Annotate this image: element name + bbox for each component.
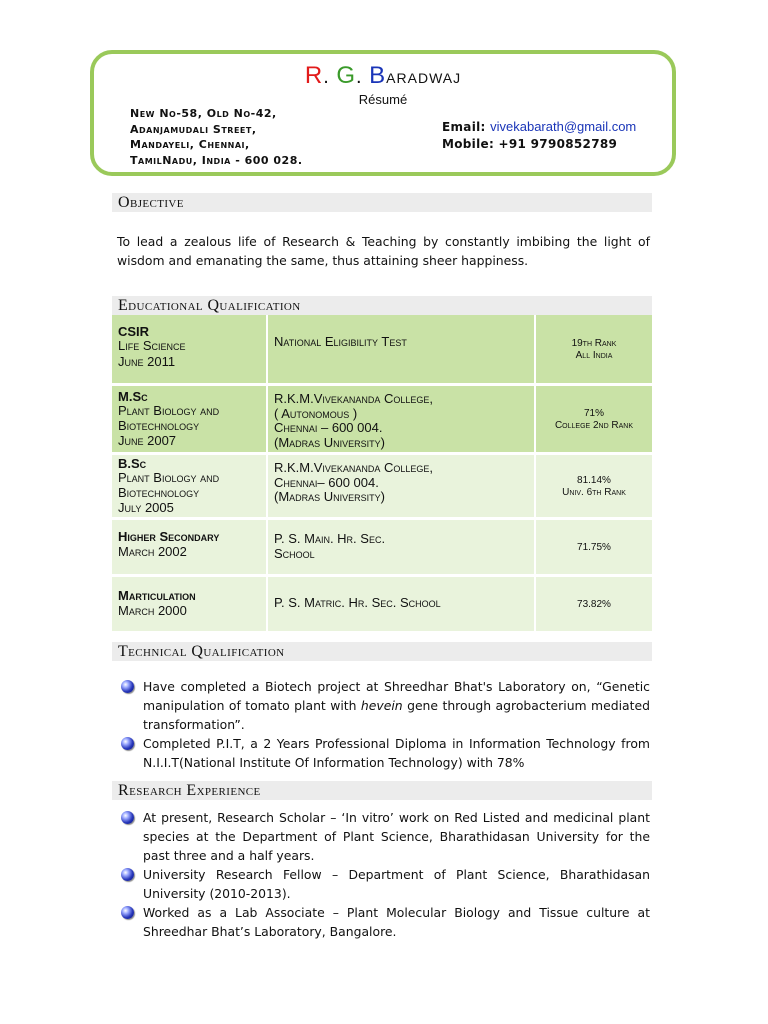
- degree-cell: [112, 315, 268, 383]
- institution-line: National Eligibility Test: [274, 334, 407, 349]
- name-initial-r: R: [304, 62, 324, 89]
- list-item: [120, 903, 650, 941]
- bullet-icon: [121, 680, 134, 693]
- degree-name: CSIR: [118, 324, 150, 339]
- mobile-label: Mobile:: [442, 137, 499, 151]
- degree-date: June 2007: [118, 433, 177, 448]
- table-row: [112, 455, 652, 517]
- name-dot: .: [323, 66, 337, 88]
- research-heading: Research Experience: [112, 781, 652, 800]
- degree-cell: [112, 520, 268, 574]
- address-line: TamilNadu, India - 600 028.: [130, 153, 303, 167]
- institution-line: ( Autonomous ): [274, 405, 358, 421]
- result-cell: [536, 386, 652, 452]
- address-line: Mandayeli, Chennai,: [130, 138, 250, 151]
- name-initial-g: G: [336, 62, 357, 89]
- institution-line: Chennai – 600 004.: [274, 420, 383, 435]
- degree-name: M.Sc: [118, 389, 148, 404]
- result-line: All India: [575, 349, 613, 361]
- email-link[interactable]: vivekabarath@gmail.com: [490, 119, 637, 134]
- degree-cell: [112, 455, 268, 517]
- table-row: [112, 577, 652, 631]
- item-text: At present, Research Scholar – ‘In vitro’ work on Red Listed and medicinal plant species at the Department of Plant Science, Bharathidasan University for the past three and a half years.: [143, 810, 650, 863]
- institution-line: Chennai– 600 004.: [274, 474, 379, 490]
- table-row: [112, 520, 652, 574]
- address-line: New No-58, Old No-42,: [130, 107, 277, 120]
- institution-line: P. S. Matric. Hr. Sec. School: [274, 595, 441, 610]
- result-cell: [536, 520, 652, 574]
- contact-block: [442, 118, 636, 153]
- degree-date: March 2002: [118, 544, 187, 559]
- list-item: [120, 808, 650, 865]
- name-surname: aradwaj: [386, 66, 462, 88]
- list-item: [120, 734, 650, 772]
- candidate-name: [94, 62, 672, 90]
- degree-date: June 2011: [118, 353, 176, 369]
- institution-line: R.K.M.Vivekananda College,: [274, 460, 434, 475]
- institution-cell: [268, 455, 536, 517]
- email-label: Email:: [442, 120, 491, 134]
- bullet-icon: [121, 868, 134, 881]
- degree-field: Plant Biology and Biotechnology: [118, 403, 220, 433]
- result-line: 71%: [583, 407, 604, 419]
- header-box: [90, 50, 676, 176]
- address-line: Adanjamudali Street,: [130, 122, 257, 136]
- education-heading: Educational Qualification: [112, 296, 652, 315]
- item-text: Worked as a Lab Associate – Plant Molecular Biology and Tissue culture at Shreedhar Bhat’s Laboratory, Bangalore.: [143, 905, 650, 939]
- objective-text: To lead a zealous life of Research & Teaching by constantly imbibing the light of wisdom and emanating the same, thus attaining sheer happiness.: [117, 234, 650, 268]
- degree-date: July 2005: [118, 500, 174, 515]
- item-emphasis: hevein: [360, 698, 403, 713]
- institution-cell: [268, 386, 536, 452]
- degree-field: Plant Biology and Biotechnology: [118, 470, 220, 500]
- result-line: Univ. 6th Rank: [562, 486, 626, 498]
- institution-line: P. S. Main. Hr. Sec.: [274, 531, 386, 546]
- degree-name: Higher Secondary: [118, 529, 220, 544]
- item-text: Completed P.I.T, a 2 Years Professional Diploma in Information Technology from N.I.I.T(National Institute Of Information Technology) with 78%: [143, 736, 650, 770]
- item-text: University Research Fellow – Department of Plant Science, Bharathidasan University (2010-2013).: [143, 867, 650, 901]
- result-cell: [536, 577, 652, 631]
- institution-cell: [268, 577, 536, 631]
- list-item: [120, 865, 650, 903]
- degree-name: Marticulation: [118, 588, 196, 603]
- degree-cell: [112, 577, 268, 631]
- list-item: [120, 677, 650, 734]
- email-line: [442, 118, 636, 136]
- table-row: [112, 386, 652, 452]
- result-line: 81.14%: [577, 474, 611, 486]
- degree-date: March 2000: [118, 603, 187, 618]
- institution-cell: [268, 520, 536, 574]
- research-list: [120, 808, 650, 941]
- degree-field: Life Science: [118, 338, 186, 353]
- institution-line: (Madras University): [274, 434, 386, 450]
- institution-line: School: [274, 545, 315, 561]
- table-row: [112, 315, 652, 383]
- result-cell: [536, 315, 652, 383]
- technical-list: [120, 677, 650, 772]
- name-dot: .: [356, 66, 370, 88]
- result-cell: [536, 455, 652, 517]
- result-line: 71.75%: [577, 541, 611, 553]
- degree-cell: [112, 386, 268, 452]
- degree-name: B.Sc: [118, 456, 147, 471]
- institution-cell: [268, 315, 536, 383]
- result-line: College 2nd Rank: [554, 419, 634, 431]
- education-table: [112, 315, 652, 631]
- result-line: 73.82%: [577, 598, 611, 610]
- institution-line: (Madras University): [274, 489, 386, 504]
- bullet-icon: [121, 737, 134, 750]
- item-text: gene through agrobacterium mediated transformation”.: [143, 698, 650, 732]
- name-initial-b: B: [369, 62, 387, 89]
- address-block: [130, 106, 303, 168]
- institution-line: R.K.M.Vivekananda College,: [274, 391, 434, 406]
- technical-heading: Technical Qualification: [112, 642, 652, 661]
- bullet-icon: [121, 811, 134, 824]
- objective-heading: Objective: [112, 193, 652, 212]
- result-line: 19th Rank: [571, 337, 617, 349]
- resume-label: Résumé: [358, 92, 408, 107]
- mobile-line: [442, 136, 636, 153]
- mobile-number: +91 9790852789: [498, 137, 618, 151]
- item-text: Have completed a Biotech project at Shreedhar Bhat's Laboratory on, “Genetic manipulation of tomato plant with: [143, 679, 650, 713]
- bullet-icon: [121, 906, 134, 919]
